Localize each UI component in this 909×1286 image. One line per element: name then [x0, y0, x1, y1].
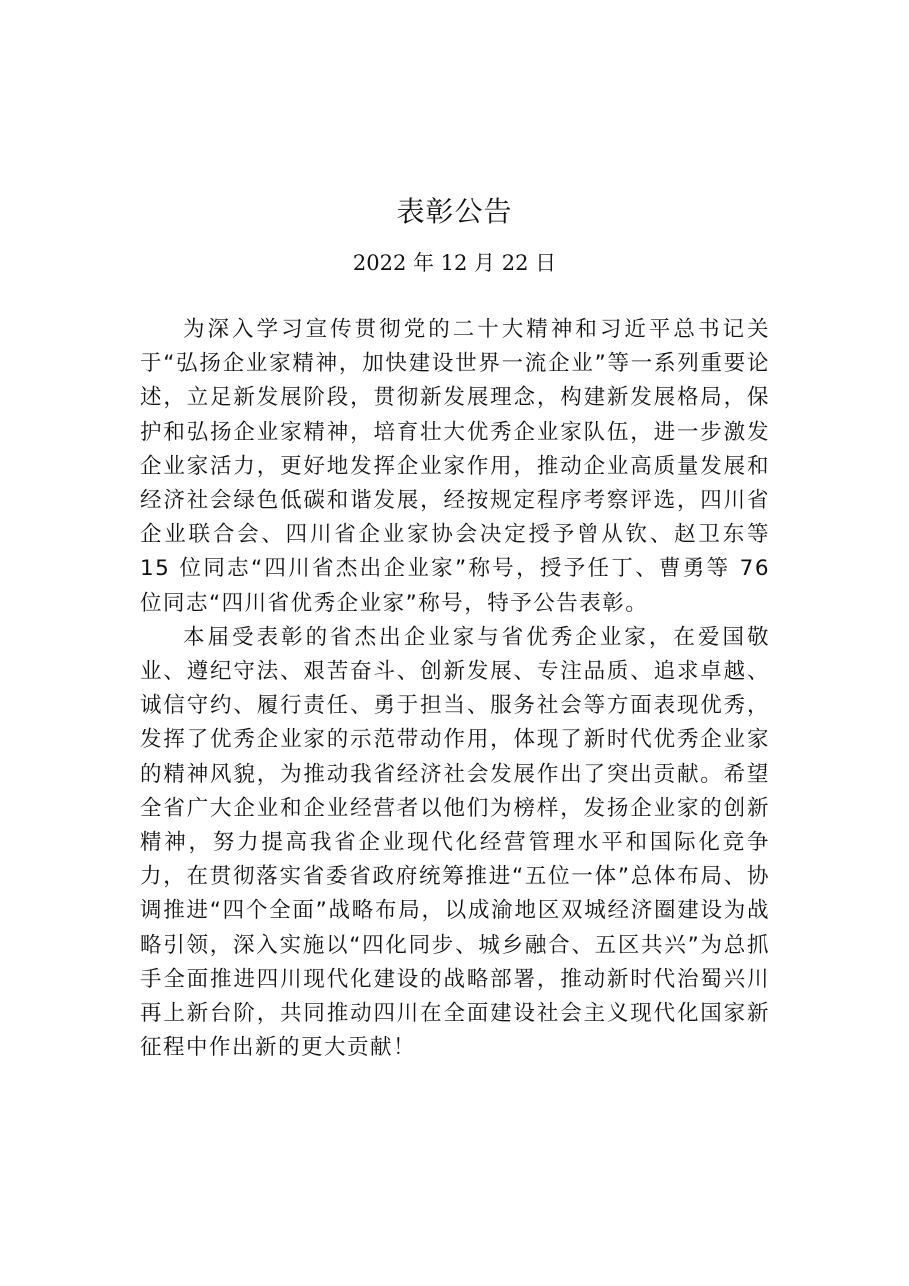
body-paragraph: 为深入学习宣传贯彻党的二十大精神和习近平总书记关于“弘扬企业家精神，加快建设世界一流企业”等一系列重要论述，立足新发展阶段，贯彻新发展理念，构建新发展格局，保护和弘扬企业家精神，培育壮大优秀企业家队伍，进一步激发企业家活力，更好地发挥企业家作用，推动企业高质量发展和经济社会绿色低碳和谐发展，经按规定程序考察评选，四川省企业联合会、四川省企业家协会决定授予曾从钦、赵卫东等 15 位同志“四川省杰出企业家”称号，授予任丁、曹勇等 76 位同志“四川省优秀企业家”称号，特予公告表彰。	[140, 317, 770, 616]
page-title: 表彰公告	[396, 195, 513, 228]
notice-date: 2022 年 12 月 22 日	[352, 251, 557, 275]
notice-body	[140, 313, 770, 1065]
body-paragraph: 本届受表彰的省杰出企业家与省优秀企业家，在爱国敬业、遵纪守法、艰苦奋斗、创新发展、专注品质、追求卓越、诚信守约、履行责任、勇于担当、服务社会等方面表现优秀，发挥了优秀企业家的示范带动作用，体现了新时代优秀企业家的精神风貌，为推动我省经济社会发展作出了突出贡献。希望全省广大企业和企业经营者以他们为榜样，发扬企业家的创新精神，努力提高我省企业现代化经营管理水平和国际化竞争力，在贯彻落实省委省政府统筹推进“五位一体”总体布局、协调推进“四个全面”战略布局，以成渝地区双城经济圈建设为战略引领，深入实施以“四化同步、城乡融合、五区共兴”为总抓手全面推进四川现代化建设的战略部署，推动新时代治蜀兴川再上新台阶，共同推动四川在全面建设社会主义现代化国家新征程中作出新的更大贡献！	[140, 624, 770, 1061]
